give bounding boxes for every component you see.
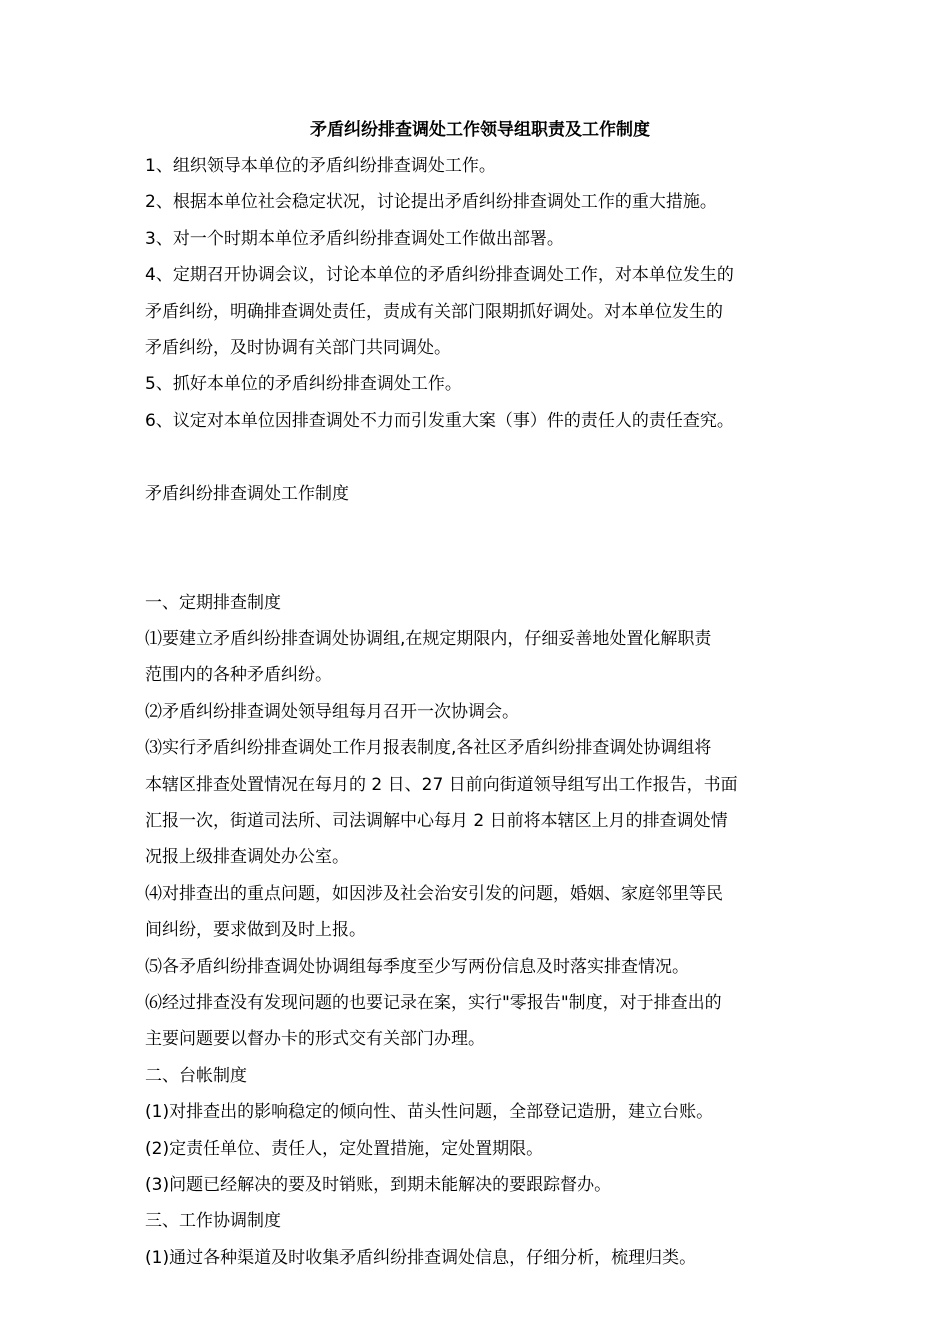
text-line: (1)对排查出的影响稳定的倾向性、苗头性问题，全部登记造册，建立台账。 [145,1102,714,1123]
text-line: 间纠纷，要求做到及时上报。 [145,920,366,941]
text-line: ⑵矛盾纠纷排查调处领导组每月召开一次协调会。 [145,701,519,722]
text-line: ⑷对排查出的重点问题，如因涉及社会治安引发的问题，婚姻、家庭邻里等民 [145,883,723,904]
text-line: 矛盾纠纷，及时协调有关部门共同调处。 [145,337,451,358]
text-line: ⑹经过排查没有发现问题的也要记录在案，实行"零报告"制度，对于排查出的 [145,992,722,1013]
text-line: (1)通过各种渠道及时收集矛盾纠纷排查调处信息，仔细分析，梳理归类。 [145,1247,697,1268]
text-line: ⑸各矛盾纠纷排查调处协调组每季度至少写两份信息及时落实排查情况。 [145,956,689,977]
text-line: 二、台帐制度 [145,1065,247,1086]
text-line: (3)问题已经解决的要及时销账，到期未能解决的要跟踪督办。 [145,1174,612,1195]
text-line: ⑴要建立矛盾纠纷排查调处协调组,在规定期限内，仔细妥善地处置化解职责 [145,629,712,650]
text-line: ⑶实行矛盾纠纷排查调处工作月报表制度,各社区矛盾纠纷排查调处协调组将 [145,738,712,759]
text-line: 矛盾纠纷，明确排查调处责任，责成有关部门限期抓好调处。对本单位发生的 [145,301,723,322]
text-line: (2)定责任单位、责任人，定处置措施，定处置期限。 [145,1138,544,1159]
text-line: 本辖区排查处置情况在每月的 2 日、27 日前向街道领导组写出工作报告，书面 [145,774,738,795]
text-line: 三、工作协调制度 [145,1211,281,1232]
text-line: 2、根据本单位社会稳定状况，讨论提出矛盾纠纷排查调处工作的重大措施。 [145,192,717,213]
text-line: 6、议定对本单位因排查调处不力而引发重大案（事）件的责任人的责任查究。 [145,410,734,431]
text-line: 主要问题要以督办卡的形式交有关部门办理。 [145,1029,485,1050]
text-line: 况报上级排查调处办公室。 [145,847,349,868]
blank-line [145,512,815,548]
text-line: 一、定期排查制度 [145,592,281,613]
blank-line [145,548,815,584]
text-line: 4、定期召开协调会议，讨论本单位的矛盾纠纷排查调处工作，对本单位发生的 [145,265,734,286]
text-line: 5、抓好本单位的矛盾纠纷排查调处工作。 [145,374,462,395]
document-page [145,112,815,1276]
text-line: 3、对一个时期本单位矛盾纠纷排查调处工作做出部署。 [145,228,564,249]
text-line: 汇报一次，街道司法所、司法调解中心每月 2 日前将本辖区上月的排查调处情 [145,811,728,832]
blank-line [145,439,815,475]
text-line: 范围内的各种矛盾纠纷。 [145,665,332,686]
text-line: 1、组织领导本单位的矛盾纠纷排查调处工作。 [145,156,496,176]
document-title: 矛盾纠纷排查调处工作领导组职责及工作制度 [310,120,650,140]
text-line: 矛盾纠纷排查调处工作制度 [145,483,349,504]
document-body [145,148,815,1276]
